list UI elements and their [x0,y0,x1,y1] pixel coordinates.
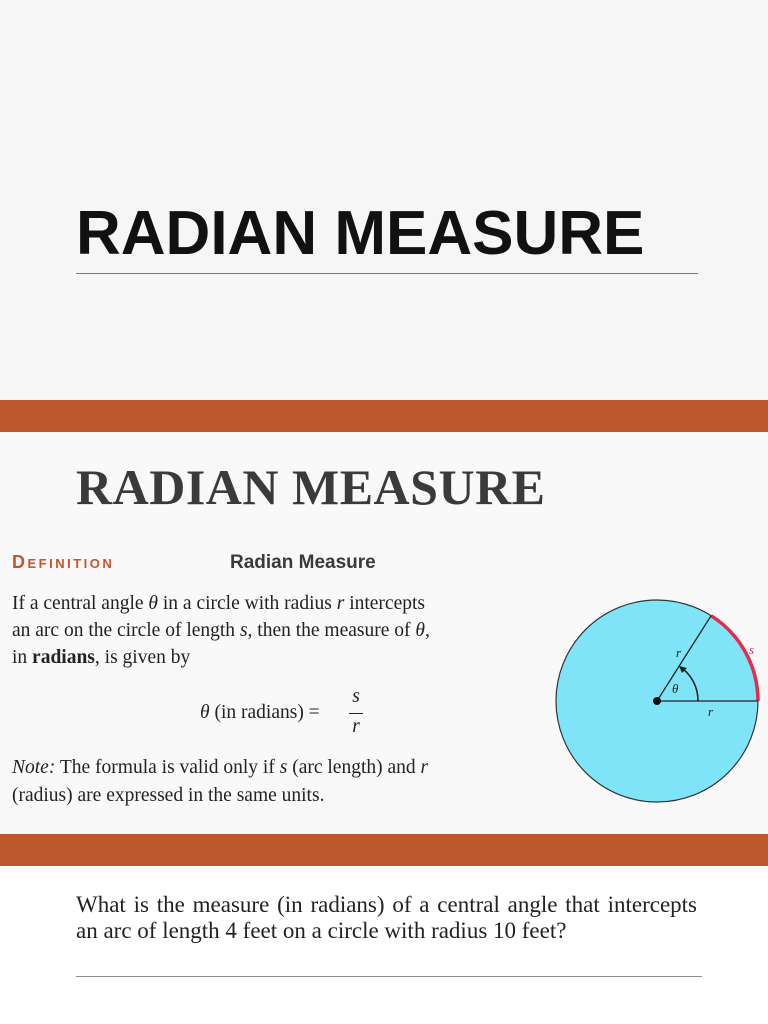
slide-title: RADIAN MEASURE [76,199,645,268]
definition-body: If a central angle θ in a circle with radius r intercepts an arc on the circle of length s, then the measure of θ, in radians, is given by [12,593,430,668]
center-point [653,697,661,705]
note-label: Note: [12,757,56,778]
slide-divider-bar [0,834,768,866]
question-slide [0,866,768,1024]
numerator: s [352,686,360,707]
radius-label: r [676,645,682,660]
definition-slide [0,432,768,836]
radian-formula: θ (in radians) = s r [200,686,400,742]
definition-heading: Radian Measure [230,552,376,573]
slide-divider-bar [0,400,768,432]
theta-label: θ [672,681,679,696]
definition-note: Note: The formula is valid only if s (arc length) and r (radius) are expressed in the same units. [12,757,429,806]
definition-label: Definition [12,552,115,572]
title-underline [76,273,698,274]
question-text: What is the measure (in radians) of a central angle that intercepts an arc of length 4 feet on a circle with radius 10 feet? [76,892,697,943]
arc-length-label: s [749,642,755,657]
question-underline [76,976,702,977]
radius-base-label: r [708,704,714,719]
slide-title: RADIAN MEASURE [76,459,546,515]
title-slide [0,0,768,400]
circle-diagram [548,592,768,812]
denominator: r [352,716,360,737]
fraction-bar [349,713,363,714]
radians-term: radians [32,647,95,668]
